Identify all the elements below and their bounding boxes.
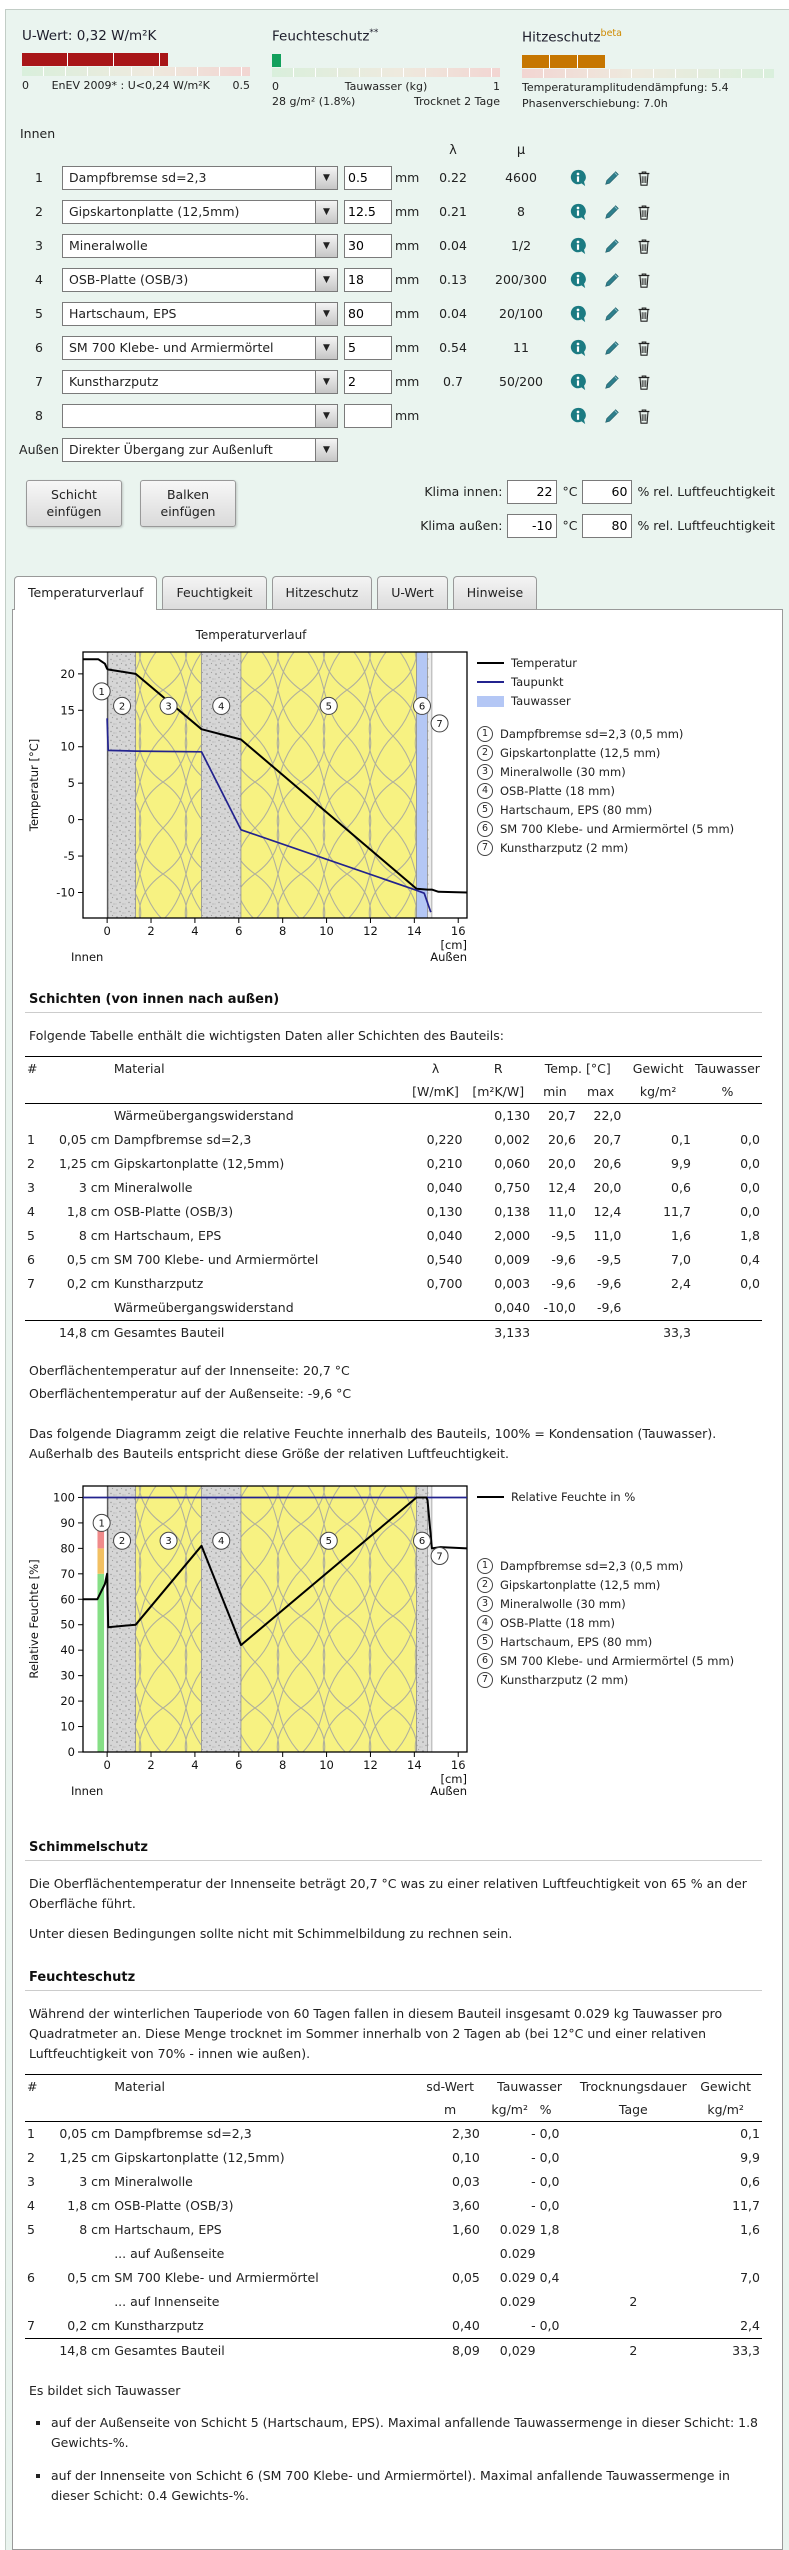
mu-value: 11 (513, 340, 529, 355)
uwert-limit-label: EnEV 2009* : U<0,24 W/m²K (51, 79, 210, 92)
material-select[interactable]: Hartschaum, EPS ▼ (62, 302, 338, 326)
table-row: 3 3 cm Mineralwolle 0,040 0,750 12,4 20,0 0,6 0,0 (27, 1180, 760, 1195)
trash-icon (635, 237, 653, 255)
svg-text:[cm]: [cm] (440, 1771, 467, 1786)
legend-line-swatch (477, 681, 504, 683)
layer-row (6, 302, 789, 326)
mm-unit: mm (395, 374, 420, 389)
tab-feuchtigkeit[interactable]: Feuchtigkeit (162, 576, 266, 609)
info-icon[interactable] (560, 237, 596, 255)
pencil-icon (603, 203, 621, 221)
svg-text:1: 1 (98, 1517, 105, 1529)
info-icon[interactable] (560, 203, 596, 221)
svg-text:7: 7 (436, 1551, 443, 1562)
legend-entry: Taupunkt (477, 673, 734, 692)
legend-layer-item: 5 Hartschaum, EPS (80 mm) (477, 1633, 734, 1652)
pencil-icon (603, 169, 621, 187)
schicht-einfuegen-button[interactable]: Schicht einfügen (26, 480, 122, 527)
svg-text:2: 2 (118, 700, 126, 712)
controls-bar (6, 466, 789, 548)
aussen-row (6, 438, 789, 462)
beta-badge: beta (600, 28, 622, 39)
feuchteschutz-gauge (272, 28, 500, 110)
edit-icon[interactable] (596, 203, 628, 221)
layer-row (6, 234, 789, 258)
svg-text:20: 20 (60, 666, 75, 681)
chevron-down-icon[interactable]: ▼ (315, 303, 337, 325)
table-row: 6 0,5 cm SM 700 Klebe- und Armiermörtel 0,540 0,009 -9,6 -9,5 7,0 0,4 (27, 1252, 760, 1267)
thickness-input[interactable] (344, 200, 392, 224)
table-row: 6 0,5 cm SM 700 Klebe- und Armiermörtel 0,05 0.029 0,4 7,0 (27, 2270, 760, 2285)
thickness-input[interactable] (344, 404, 392, 428)
svg-text:Innen: Innen (71, 1783, 104, 1798)
info-bubble-icon (569, 203, 587, 221)
hitzeschutz-title: Hitzeschutz$^{beta}$ (522, 28, 622, 46)
material-select[interactable]: Kunstharzputz ▼ (62, 370, 338, 394)
material-select[interactable]: Dampfbremse sd=2,3 ▼ (62, 166, 338, 190)
delete-icon[interactable] (628, 305, 660, 323)
tauwasser-bullets (51, 2413, 762, 2506)
svg-text:7: 7 (436, 718, 443, 730)
table-row: 2 1,25 cm Gipskartonplatte (12,5mm) 0,10 - 0,0 9,9 (27, 2150, 760, 2165)
svg-text:3: 3 (165, 1535, 172, 1547)
lambda-value: 0.13 (439, 272, 467, 287)
legend-layer-item: 3 Mineralwolle (30 mm) (477, 763, 734, 782)
chevron-down-icon[interactable]: ▼ (315, 439, 337, 461)
material-select[interactable]: Gipskartonplatte (12,5mm) ▼ (62, 200, 338, 224)
trash-icon (635, 169, 653, 187)
svg-text:6: 6 (235, 1757, 243, 1772)
tauwasser-note: Es bildet sich Tauwasser (29, 2382, 181, 2398)
material-select[interactable]: OSB-Platte (OSB/3) ▼ (62, 268, 338, 292)
svg-text:Innen: Innen (71, 949, 104, 964)
svg-text:Temperatur [°C]: Temperatur [°C] (27, 738, 41, 831)
pencil-icon (603, 237, 621, 255)
pencil-icon (603, 339, 621, 357)
mm-unit: mm (395, 238, 420, 253)
legend-layer-item: 4 OSB-Platte (18 mm) (477, 782, 734, 801)
svg-text:0: 0 (67, 1744, 75, 1759)
svg-text:2: 2 (147, 923, 155, 938)
chevron-down-icon[interactable]: ▼ (315, 405, 337, 427)
svg-text:16: 16 (450, 1757, 466, 1772)
svg-text:4: 4 (191, 1757, 199, 1772)
edit-icon[interactable] (596, 373, 628, 391)
schichten-heading: Schichten (von innen nach außen) (29, 991, 280, 1007)
svg-text:4: 4 (218, 1535, 225, 1547)
mm-unit: mm (395, 272, 420, 287)
chevron-down-icon[interactable]: ▼ (315, 371, 337, 393)
lambda-value: 0.21 (439, 204, 467, 219)
info-icon[interactable] (560, 169, 596, 187)
delete-icon[interactable] (628, 339, 660, 357)
lambda-value: 0.04 (439, 238, 467, 253)
legend-layer-item: 5 Hartschaum, EPS (80 mm) (477, 801, 734, 820)
legend-layer-item: 2 Gipskartonplatte (12,5 mm) (477, 744, 734, 763)
layer-number: 1 (35, 170, 43, 185)
svg-text:80: 80 (60, 1540, 75, 1555)
uwert-fill-bar (22, 53, 168, 66)
svg-text:0: 0 (67, 812, 75, 827)
feuchteschutz-title: Feuchteschutz** (272, 28, 379, 45)
klima-aussen-temp-input[interactable] (507, 514, 557, 538)
table-row: 1 0,05 cm Dampfbremse sd=2,3 0,220 0,002 20,6 20,7 0,1 0,0 (27, 1132, 760, 1147)
aussen-label: Außen (19, 442, 59, 457)
svg-text:16: 16 (450, 923, 466, 938)
svg-text:[cm]: [cm] (440, 937, 467, 952)
chevron-down-icon[interactable]: ▼ (315, 201, 337, 223)
legend-entry: Tauwasser (477, 692, 734, 711)
table-row: 1 0,05 cm Dampfbremse sd=2,3 2,30 - 0,0 0,1 (27, 2126, 760, 2141)
legend-layer-item: 7 Kunstharzputz (2 mm) (477, 839, 734, 858)
svg-text:Relative Feuchte [%]: Relative Feuchte [%] (27, 1558, 41, 1679)
svg-text:4: 4 (218, 700, 225, 712)
svg-text:10: 10 (60, 739, 75, 754)
table-row: ... auf Außenseite 0.029 (114, 2246, 536, 2261)
info-bubble-icon (569, 339, 587, 357)
svg-text:8: 8 (279, 1757, 287, 1772)
tab-u-wert[interactable]: U-Wert (377, 576, 448, 609)
legend-line-swatch (477, 662, 504, 664)
mu-value: 4600 (505, 170, 537, 185)
mm-unit: mm (395, 204, 420, 219)
svg-text:100: 100 (53, 1489, 75, 1504)
svg-text:30: 30 (60, 1668, 75, 1683)
svg-text:1: 1 (98, 686, 105, 698)
mm-unit: mm (395, 408, 420, 423)
pencil-icon (603, 373, 621, 391)
svg-text:Außen: Außen (430, 1783, 467, 1798)
feuchteschutz-fill-bar (272, 54, 281, 67)
svg-text:60: 60 (60, 1591, 75, 1606)
humidity-chart (25, 1478, 477, 1800)
pencil-icon (603, 305, 621, 323)
mu-value: 50/200 (499, 374, 543, 389)
layer-row (6, 200, 789, 224)
feuchteschutz-heading: Feuchteschutz (29, 1969, 136, 1985)
svg-text:2: 2 (118, 1535, 126, 1547)
edit-icon[interactable] (596, 169, 628, 187)
svg-text:12: 12 (363, 1757, 378, 1772)
svg-text:40: 40 (60, 1642, 75, 1657)
legend-layer-item: 2 Gipskartonplatte (12,5 mm) (477, 1576, 734, 1595)
table-row: 5 8 cm Hartschaum, EPS 1,60 0.029 1,8 1,6 (27, 2222, 760, 2237)
edit-icon[interactable] (596, 339, 628, 357)
trash-icon (635, 271, 653, 289)
feuchte-scale-min: 0 (272, 79, 279, 93)
table-row: 7 0,2 cm Kunstharzputz 0,40 - 0,0 2,4 (27, 2318, 760, 2333)
schimmel-p2: Unter diesen Bedingungen sollte nicht mit Schimmelbildung zu rechnen sein. (29, 1925, 513, 1941)
layer-number: 7 (35, 374, 43, 389)
hitzeschutz-scale (522, 69, 774, 78)
lambda-column-header: λ (449, 142, 457, 158)
layer-row (6, 268, 789, 292)
tauwasser-bullet: ▪ auf der Außenseite von Schicht 5 (Hartschaum, EPS). Maximal anfallende Tauwassermenge in dieser Schicht: 1.8 Gewichts-%. (51, 2413, 762, 2453)
innen-label: Innen (20, 125, 56, 141)
mu-value: 20/100 (499, 306, 543, 321)
info-icon[interactable] (560, 305, 596, 323)
uwert-title: U-Wert: 0,32 W/m²K (22, 28, 157, 44)
legend-entry: Temperatur (477, 654, 734, 673)
svg-text:20: 20 (60, 1693, 75, 1708)
delete-icon[interactable] (628, 203, 660, 221)
svg-text:10: 10 (319, 923, 334, 938)
humidity-diagram-intro: Das folgende Diagramm zeigt die relative Feuchte innerhalb des Bauteils, 100% = Kondensation (Tauwasser). Außerhalb des Bauteils entspricht diese Größe der relativen Luftfeuchtigkeit. (29, 1425, 717, 1461)
delete-icon[interactable] (628, 373, 660, 391)
legend-layer-item: 4 OSB-Platte (18 mm) (477, 1614, 734, 1633)
svg-text:10: 10 (319, 1757, 334, 1772)
legend-layer-item: 1 Dampfbremse sd=2,3 (0,5 mm) (477, 725, 734, 744)
mu-column-header: μ (516, 142, 526, 158)
klima-innen-temp-input[interactable] (507, 480, 557, 504)
legend-box-swatch (477, 696, 504, 707)
table-row: ... auf Innenseite 0.029 2 (114, 2294, 638, 2309)
mm-unit: mm (395, 170, 420, 185)
svg-text:12: 12 (363, 923, 378, 938)
klima-settings: Klima innen: 22 °C 60 % rel. Luftfeuchtigkeit Klima außen: -10 °C 80 % rel. Luftfeuchtigkeit (420, 480, 775, 548)
svg-text:14: 14 (407, 1757, 422, 1772)
svg-text:14: 14 (407, 923, 422, 938)
temperature-chart-block (25, 644, 762, 966)
svg-text:6: 6 (235, 923, 243, 938)
feuchte-scale-label: Tauwasser (kg) (344, 79, 428, 93)
app-page (5, 9, 789, 2550)
legend-layer-item: 6 SM 700 Klebe- und Armiermörtel (5 mm) (477, 820, 734, 839)
summary-gauges (6, 22, 789, 120)
svg-text:0: 0 (103, 923, 111, 938)
svg-text:15: 15 (60, 702, 75, 717)
pencil-icon (603, 407, 621, 425)
legend-layer-item: 7 Kunstharzputz (2 mm) (477, 1671, 734, 1690)
schimmel-p1: Die Oberflächentemperatur der Innenseite beträgt 20,7 °C was zu einer relativen Luftfeuchtigkeit von 65 % an der Oberfläche führt. (29, 1875, 747, 1911)
feuchteschutz-intro: Während der winterlichen Tauperiode von 60 Tagen fallen in diesem Bauteil insgesamt 0.029 kg Tauwasser pro Quadratmeter an. Diese Menge trocknet im Sommer innerhalb von 2 Tagen ab (bei 12°C und einer relativen Luftfeuchtigkeit von 70% - innen wie außen). (29, 2005, 723, 2061)
info-icon[interactable] (560, 407, 596, 425)
uwert-scale-min: 0 (22, 79, 29, 92)
info-bubble-icon (569, 271, 587, 289)
uwert-gauge (22, 28, 250, 110)
trash-icon (635, 305, 653, 323)
surface-temp-outside: Oberflächentemperatur auf der Außenseite: -9,6 °C (29, 1385, 352, 1401)
tabs (6, 576, 789, 609)
info-icon[interactable] (560, 271, 596, 289)
mm-unit: mm (395, 340, 420, 355)
klima-innen-humidity-input[interactable] (582, 480, 632, 504)
table-row: 3 3 cm Mineralwolle 0,03 - 0,0 0,6 (27, 2174, 760, 2189)
mm-unit: mm (395, 306, 420, 321)
table-row: Wärmeübergangswiderstand 0,040 -10,0 -9,6 (113, 1300, 622, 1315)
lambda-value: 0.7 (443, 374, 463, 389)
svg-text:5: 5 (67, 775, 75, 790)
info-bubble-icon (569, 237, 587, 255)
klima-aussen-humidity-input[interactable] (582, 514, 632, 538)
info-bubble-icon (569, 305, 587, 323)
hitzeschutz-fill-bar (522, 55, 605, 68)
info-bubble-icon (569, 169, 587, 187)
klima-innen-label: Klima innen: (424, 484, 503, 499)
chevron-down-icon[interactable]: ▼ (315, 167, 337, 189)
layer-rows (6, 166, 789, 428)
thickness-input[interactable] (344, 336, 392, 360)
layer-row (6, 336, 789, 360)
tauwasser-bullet: ▪ auf der Innenseite von Schicht 6 (SM 700 Klebe- und Armiermörtel). Maximal anfallende Tauwassermenge in dieser Schicht: 0.4 Gewichts-%. (51, 2466, 762, 2506)
info-bubble-icon (569, 373, 587, 391)
trocknet-label: Trocknet 2 Tage (414, 94, 500, 108)
temperature-chart (25, 644, 477, 966)
tauwasser-amount: 28 g/m² (1.8%) (272, 94, 356, 108)
lambda-value: 0.04 (439, 306, 467, 321)
table-row: 4 1,8 cm OSB-Platte (OSB/3) 0,130 0,138 11,0 12,4 11,7 0,0 (27, 1204, 760, 1219)
svg-text:8: 8 (279, 923, 287, 938)
chevron-down-icon[interactable]: ▼ (315, 269, 337, 291)
svg-text:6: 6 (418, 1535, 426, 1547)
phase-label: Phasenverschiebung: 7.0h (522, 96, 668, 110)
edit-icon[interactable] (596, 271, 628, 289)
trash-icon (635, 373, 653, 391)
svg-text:-5: -5 (63, 848, 75, 863)
balken-einfuegen-button[interactable]: Balken einfügen (140, 480, 236, 527)
table-row: 2 1,25 cm Gipskartonplatte (12,5mm) 0,210 0,060 20,0 20,6 9,9 0,0 (27, 1156, 760, 1171)
lambda-value: 0.22 (439, 170, 467, 185)
feuchteschutz-scale (272, 68, 500, 77)
table-row: 14,8 cm Gesamtes Bauteil 8,09 0,029 2 33,3 (25, 2338, 762, 2363)
thickness-input[interactable] (344, 302, 392, 326)
edit-icon[interactable] (596, 305, 628, 323)
layer-number: 5 (35, 306, 43, 321)
info-icon[interactable] (560, 339, 596, 357)
legend-layer-item: 3 Mineralwolle (30 mm) (477, 1595, 734, 1614)
svg-text:90: 90 (60, 1515, 75, 1530)
legend-layer-item: 1 Dampfbremse sd=2,3 (0,5 mm) (477, 1557, 734, 1576)
schichten-intro: Folgende Tabelle enthält die wichtigsten Daten aller Schichten des Bauteils: (29, 1027, 504, 1043)
table-row: Wärmeübergangswiderstand 0,130 20,7 22,0 (113, 1108, 622, 1123)
material-select[interactable] (62, 404, 338, 428)
info-bubble-icon (569, 407, 587, 425)
svg-text:5: 5 (325, 700, 332, 712)
layer-row (6, 404, 789, 428)
mu-value: 1/2 (510, 238, 532, 253)
svg-text:70: 70 (60, 1566, 75, 1581)
svg-text:0: 0 (103, 1757, 111, 1772)
layer-number: 2 (35, 204, 43, 219)
material-select[interactable]: Mineralwolle ▼ (62, 234, 338, 258)
table-row: 7 0,2 cm Kunstharzputz 0,700 0,003 -9,6 -9,6 2,4 0,0 (27, 1276, 760, 1291)
uwert-scale-max: 0.5 (232, 79, 250, 92)
mu-value: 8 (517, 204, 525, 219)
result-panel (12, 609, 783, 2550)
svg-text:50: 50 (60, 1617, 75, 1632)
schichten-table: # Material λ R Temp. [°C] Gewicht Tauwasser [W/mK] [m²K/W] min max kg/m² % Wärmeübergangswiderstand 0,130 20,7 22,0 1 0,05 cm Dampfbremse sd=2,3 0,220 0,002 20,6 20,7 0,1 0,0 2 1,25 cm Gipskartonplatte (12,5mm) 0,210 0,060 20,0 20,6 9,9 0,0 3 3 cm Mineralwolle 0,040 0,750 12,4 20,0 0,6 0,0 4 1,8 cm OSB-Platte (OSB/3) 0,130 0,138 11,0 12,4 11,7 0,0 5 8 cm Hartschaum, EPS 0,040 2,000 -9,5 11,0 1,6 1,8 6 0,5 cm SM 700 Klebe- und Armiermörtel 0,540 0,009 -9,6 -9,5 7,0 0,4 7 0,2 cm Kunstharzputz 0,700 0,003 -9,6 -9,6 2,4 0,0 Wärmeübergangswiderstand 0,040 -10,0 -9,6 14,8 cm Gesamtes Bauteil 3,133 33,3 (25, 1056, 762, 1345)
layer-number: 4 (35, 272, 43, 287)
delete-icon[interactable] (628, 237, 660, 255)
layer-number: 6 (35, 340, 43, 355)
amplitude-label: Temperaturamplitudendämpfung: 5.4 (522, 80, 729, 94)
thickness-input[interactable] (344, 166, 392, 190)
svg-text:2: 2 (147, 1757, 155, 1772)
svg-text:6: 6 (418, 700, 426, 712)
surface-temp-inside: Oberflächentemperatur auf der Innenseite: 20,7 °C (29, 1362, 350, 1378)
hitzeschutz-gauge (522, 28, 774, 110)
humidity-chart-legend (477, 1478, 734, 1800)
layer-number: 3 (35, 238, 43, 253)
pencil-icon (603, 271, 621, 289)
trash-icon (635, 339, 653, 357)
temperature-chart-legend (477, 644, 734, 966)
chart1-title: Temperaturverlauf (195, 627, 307, 642)
layer-row (6, 166, 789, 190)
klima-aussen-label: Klima außen: (420, 518, 503, 533)
tab-hinweise[interactable]: Hinweise (453, 576, 537, 609)
material-select[interactable]: SM 700 Klebe- und Armiermörtel ▼ (62, 336, 338, 360)
schimmelschutz-heading: Schimmelschutz (29, 1839, 148, 1855)
tab-hitzeschutz[interactable]: Hitzeschutz (272, 576, 373, 609)
svg-text:5: 5 (325, 1535, 332, 1547)
delete-icon[interactable] (628, 169, 660, 187)
trash-icon (635, 203, 653, 221)
table-row: 5 8 cm Hartschaum, EPS 0,040 2,000 -9,5 11,0 1,6 1,8 (27, 1228, 760, 1243)
mu-value: 200/300 (495, 272, 547, 287)
svg-text:Außen: Außen (430, 949, 467, 964)
thickness-input[interactable] (344, 268, 392, 292)
chevron-down-icon[interactable]: ▼ (315, 235, 337, 257)
thickness-input[interactable] (344, 234, 392, 258)
lambda-value: 0.54 (439, 340, 467, 355)
delete-icon[interactable] (628, 271, 660, 289)
svg-text:10: 10 (60, 1719, 75, 1734)
legend-entry: Relative Feuchte in % (477, 1488, 734, 1507)
chevron-down-icon[interactable]: ▼ (315, 337, 337, 359)
thickness-input[interactable] (344, 370, 392, 394)
legend-line-swatch (477, 1496, 504, 1498)
humidity-chart-block (25, 1478, 762, 1800)
edit-icon[interactable] (596, 237, 628, 255)
feuchteschutz-table: # Material sd-Wert Tauwasser Trocknungsdauer Gewicht m kg/m² % Tage kg/m² 1 0,05 cm Dampfbremse sd=2,3 2,30 - 0,0 0,1 2 1,25 cm Gipskartonplatte (12,5mm) 0,10 - 0,0 9,9 3 3 cm Mineralwolle 0,03 - 0,0 0,6 4 1,8 cm OSB-Platte (OSB/3) 3,60 - 0,0 11,7 5 8 cm Hartschaum, EPS 1,60 0.029 1,8 1,6 ... auf Außenseite 0.029 6 0,5 cm SM 700 Klebe- und Armiermörtel 0,05 0.029 0,4 7,0 ... auf Innenseite 0.029 2 7 0,2 cm Kunstharzputz 0,40 - 0,0 2,4 14,8 cm Gesamtes Bauteil 8,09 0,029 2 33,3 (25, 2074, 762, 2363)
aussen-select[interactable]: Direkter Übergang zur Außenluft ▼ (62, 438, 338, 462)
svg-text:-10: -10 (56, 884, 75, 899)
layer-number: 8 (35, 408, 43, 423)
tab-temperaturverlauf[interactable]: Temperaturverlauf (14, 576, 157, 610)
edit-icon[interactable] (596, 407, 628, 425)
uwert-scale (22, 67, 250, 76)
legend-layer-item: 6 SM 700 Klebe- und Armiermörtel (5 mm) (477, 1652, 734, 1671)
svg-text:4: 4 (191, 923, 199, 938)
svg-text:3: 3 (165, 700, 172, 712)
info-icon[interactable] (560, 373, 596, 391)
layer-row (6, 370, 789, 394)
table-row: 4 1,8 cm OSB-Platte (OSB/3) 3,60 - 0,0 11,7 (27, 2198, 760, 2213)
feuchte-scale-max: 1 (493, 79, 500, 93)
editor-column-headers (6, 143, 789, 158)
table-row: 14,8 cm Gesamtes Bauteil 3,133 33,3 (25, 1320, 762, 1345)
trash-icon (635, 407, 653, 425)
delete-icon[interactable] (628, 407, 660, 425)
